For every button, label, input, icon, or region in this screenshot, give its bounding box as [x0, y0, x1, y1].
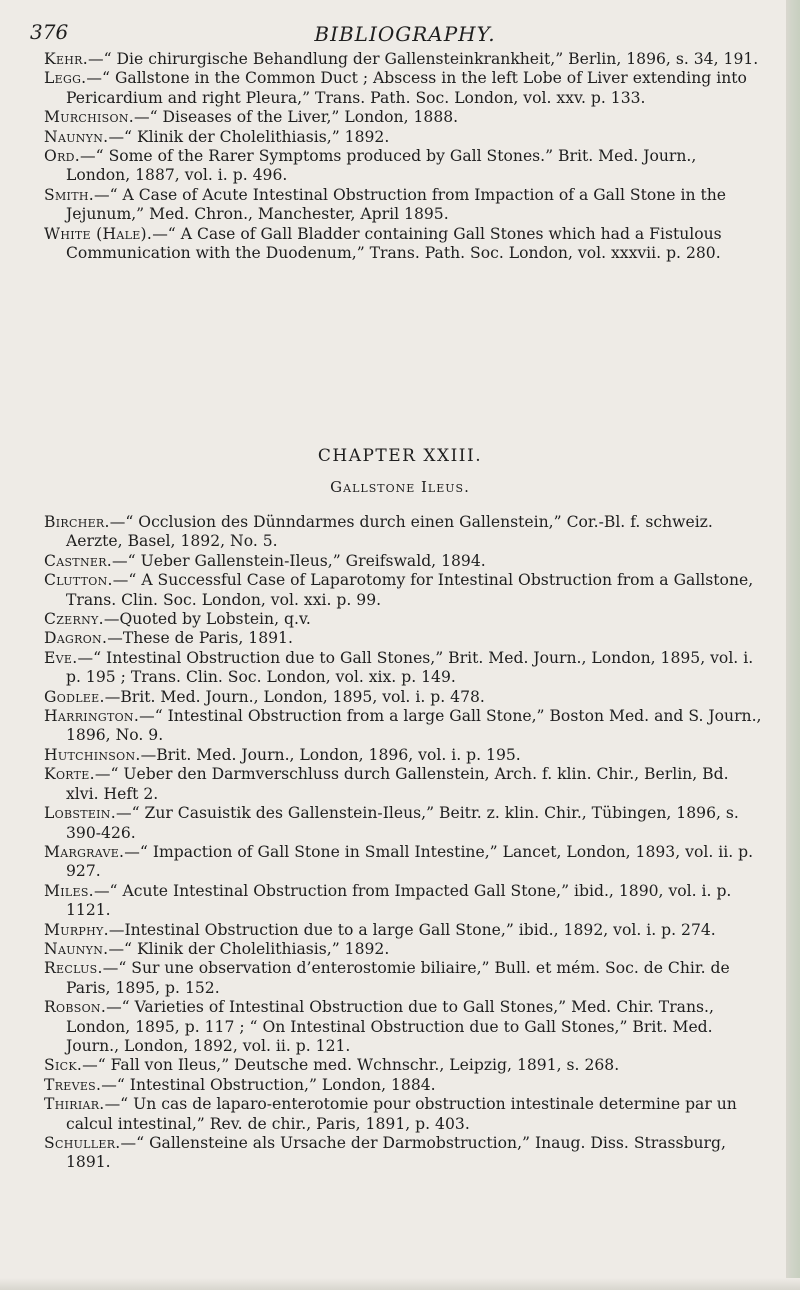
- entry-citation: —“ Klinik der Cholelithiasis,” 1892.: [108, 127, 390, 146]
- bibliography-entry: [44, 128, 764, 147]
- bibliography-entry: [44, 921, 764, 940]
- entry-citation: —“ Some of the Rarer Symptoms produced by Gall Stones.” Brit. Med. Journ., London, 1887, vol. i. p. 496.: [66, 147, 697, 185]
- bibliography-entry: [44, 882, 764, 921]
- page-number: 376: [30, 20, 69, 44]
- page-bottom-shadow: [0, 1278, 800, 1290]
- entry-citation: —“ Acute Intestinal Obstruction from Impacted Gall Stone,” ibid., 1890, vol. i. p. 1121.: [66, 881, 732, 920]
- bibliography-entry: [44, 1095, 764, 1134]
- entry-citation: —“ Klinik der Cholelithiasis,” 1892.: [108, 939, 390, 958]
- bibliography-list-bottom: [44, 513, 764, 1173]
- entry-citation: —“ Diseases of the Liver,” London, 1888.: [134, 108, 459, 127]
- entry-author: Dagron.: [44, 629, 108, 648]
- chapter-title: CHAPTER XXIII.: [317, 446, 483, 466]
- entry-citation: —Brit. Med. Journ., London, 1895, vol. i. p. 478.: [104, 687, 485, 706]
- entry-author: Czerny.: [44, 610, 104, 629]
- bibliography-entry: [44, 552, 764, 571]
- bibliography-entry: [44, 513, 764, 552]
- bibliography-entry: [44, 50, 764, 69]
- entry-citation: —“ Sur une observation d’enterostomie biliaire,” Bull. et mém. Soc. de Chir. de Paris, 1895, p. 152.: [66, 959, 730, 997]
- entry-citation: —“ A Case of Acute Intestinal Obstruction from Impaction of a Gall Stone in the Jejunum,” Med. Chron., Manchester, April 1895.: [66, 185, 726, 224]
- entry-author: Ord.: [44, 147, 81, 166]
- entry-author: Naunyn.: [44, 127, 109, 146]
- bibliography-entry: [44, 959, 764, 998]
- bibliography-entry: [44, 688, 764, 707]
- entry-citation: —“ Fall von Ileus,” Deutsche med. Wchnschr., Leipzig, 1891, s. 268.: [82, 1056, 620, 1075]
- bibliography-entry: [44, 69, 764, 108]
- bibliography-entry: [44, 610, 764, 629]
- entry-citation: —These de Paris, 1891.: [107, 629, 293, 648]
- entry-citation: —“ A Successful Case of Laparotomy for Intestinal Obstruction from a Gallstone, Trans. Clin. Soc. London, vol. xxi. p. 99.: [66, 571, 754, 609]
- entry-citation: —“ Gallensteine als Ursache der Darmobstruction,” Inaug. Diss. Strassburg, 1891.: [66, 1134, 726, 1172]
- bibliography-entry: [44, 649, 764, 688]
- entry-author: Margrave.: [44, 842, 125, 861]
- page-header: [30, 16, 780, 52]
- bibliography-list-top: [44, 50, 764, 263]
- bibliography-entry: [44, 1056, 764, 1075]
- page-edge-shadow: [786, 0, 800, 1290]
- entry-author: Sick.: [44, 1056, 83, 1075]
- entry-author: Lobstein.: [44, 804, 116, 823]
- bibliography-entry: [44, 629, 764, 648]
- entry-author: Legg.: [44, 69, 87, 88]
- entry-citation: —“ Intestinal Obstruction due to Gall Stones,” Brit. Med. Journ., London, 1895, vol. i. p. 195 ; Trans. Clin. Soc. London, vol. xix. p. 149.: [66, 648, 754, 687]
- entry-citation: —“ Intestinal Obstruction,” London, 1884.: [101, 1075, 436, 1094]
- entry-citation: —“ Varieties of Intestinal Obstruction due to Gall Stones,” Med. Chir. Trans., London, 1895, p. 117 ; “ On Intestinal Obstruction due to Gall Stones,” Brit. Med. Journ., London, 1892, vol. ii. p. 121.: [66, 998, 714, 1055]
- entry-citation: —“ A Case of Gall Bladder containing Gall Stones which had a Fistulous Communication with the Duodenum,” Trans. Path. Soc. London, vol. xxxvii. p. 280.: [66, 224, 722, 263]
- entry-author: Treves.: [44, 1075, 102, 1094]
- entry-citation: —“ Die chirurgische Behandlung der Gallensteinkrankheit,” Berlin, 1896, s. 34, 191.: [88, 50, 759, 68]
- bibliography-entry: [44, 940, 764, 959]
- entry-author: Harrington.: [44, 707, 140, 726]
- entry-author: Hutchinson.: [44, 745, 141, 764]
- entry-author: Naunyn.: [44, 939, 109, 958]
- entry-citation: —Intestinal Obstruction due to a large Gall Stone,” ibid., 1892, vol. i. p. 274.: [108, 920, 716, 939]
- entry-citation: —“ Intestinal Obstruction from a large Gall Stone,” Boston Med. and S. Journ., 1896, No. 9.: [66, 707, 762, 745]
- bibliography-entry: [44, 1134, 764, 1173]
- entry-citation: —“ Gallstone in the Common Duct ; Abscess in the left Lobe of Liver extending into Pericardium and right Pleura,” Trans. Path. Soc. London, vol. xxv. p. 133.: [66, 69, 747, 107]
- entry-citation: —“ Impaction of Gall Stone in Small Intestine,” Lancet, London, 1893, vol. ii. p. 927.: [66, 842, 754, 881]
- entry-citation: —Quoted by Lobstein, q.v.: [103, 610, 311, 629]
- entry-author: Miles.: [44, 881, 94, 900]
- entry-author: Korte.: [44, 765, 95, 784]
- entry-author: Thiriar.: [44, 1095, 105, 1114]
- entry-author: Kehr.: [44, 50, 89, 68]
- bibliography-entry: [44, 746, 764, 765]
- entry-citation: —“ Ueber Gallenstein-Ileus,” Greifswald, 1894.: [112, 551, 486, 570]
- entry-citation: —“ Zur Casuistik des Gallenstein-Ileus,” Beitr. z. klin. Chir., Tübingen, 1896, s. 390-426.: [66, 804, 739, 842]
- bibliography-entry: [44, 186, 764, 225]
- entry-author: Murchison.: [44, 108, 135, 127]
- entry-author: White (Hale).: [44, 224, 153, 243]
- running-title: BIBLIOGRAPHY.: [314, 22, 496, 46]
- bibliography-entry: [44, 765, 764, 804]
- entry-author: Schuller.: [44, 1134, 121, 1152]
- bibliography-entry: [44, 225, 764, 264]
- bibliography-entry: [44, 707, 764, 746]
- bibliography-entry: [44, 147, 764, 186]
- entry-citation: —“ Un cas de laparo-enterotomie pour obstruction intestinale determine par un calcul intestinal,” Rev. de chir., Paris, 1891, p. 403.: [66, 1095, 737, 1133]
- bibliography-entry: [44, 571, 764, 610]
- bibliography-entry: [44, 843, 764, 882]
- entry-author: Murphy.: [44, 920, 109, 939]
- entry-author: Godlee.: [44, 687, 105, 706]
- entry-citation: —“ Ueber den Darmverschluss durch Gallenstein, Arch. f. klin. Chir., Berlin, Bd. xlvi. Heft 2.: [66, 765, 729, 803]
- entry-citation: —“ Occlusion des Dünndarmes durch einen Gallenstein,” Cor.-Bl. f. schweiz. Aerzte, Basel, 1892, No. 5.: [66, 513, 713, 551]
- entry-author: Reclus.: [44, 959, 103, 978]
- bibliography-entry: [44, 998, 764, 1056]
- entry-author: Smith.: [44, 185, 94, 204]
- chapter-subtitle: Gallstone Ileus.: [330, 478, 470, 496]
- bibliography-entry: [44, 804, 764, 843]
- entry-author: Robson.: [44, 998, 107, 1017]
- entry-citation: —Brit. Med. Journ., London, 1896, vol. i. p. 195.: [140, 745, 521, 764]
- entry-author: Bircher.: [44, 513, 110, 531]
- entry-author: Castner.: [44, 551, 113, 570]
- entry-author: Eve.: [44, 648, 78, 667]
- entry-author: Clutton.: [44, 571, 113, 590]
- bibliography-entry: [44, 108, 764, 127]
- bibliography-entry: [44, 1076, 764, 1095]
